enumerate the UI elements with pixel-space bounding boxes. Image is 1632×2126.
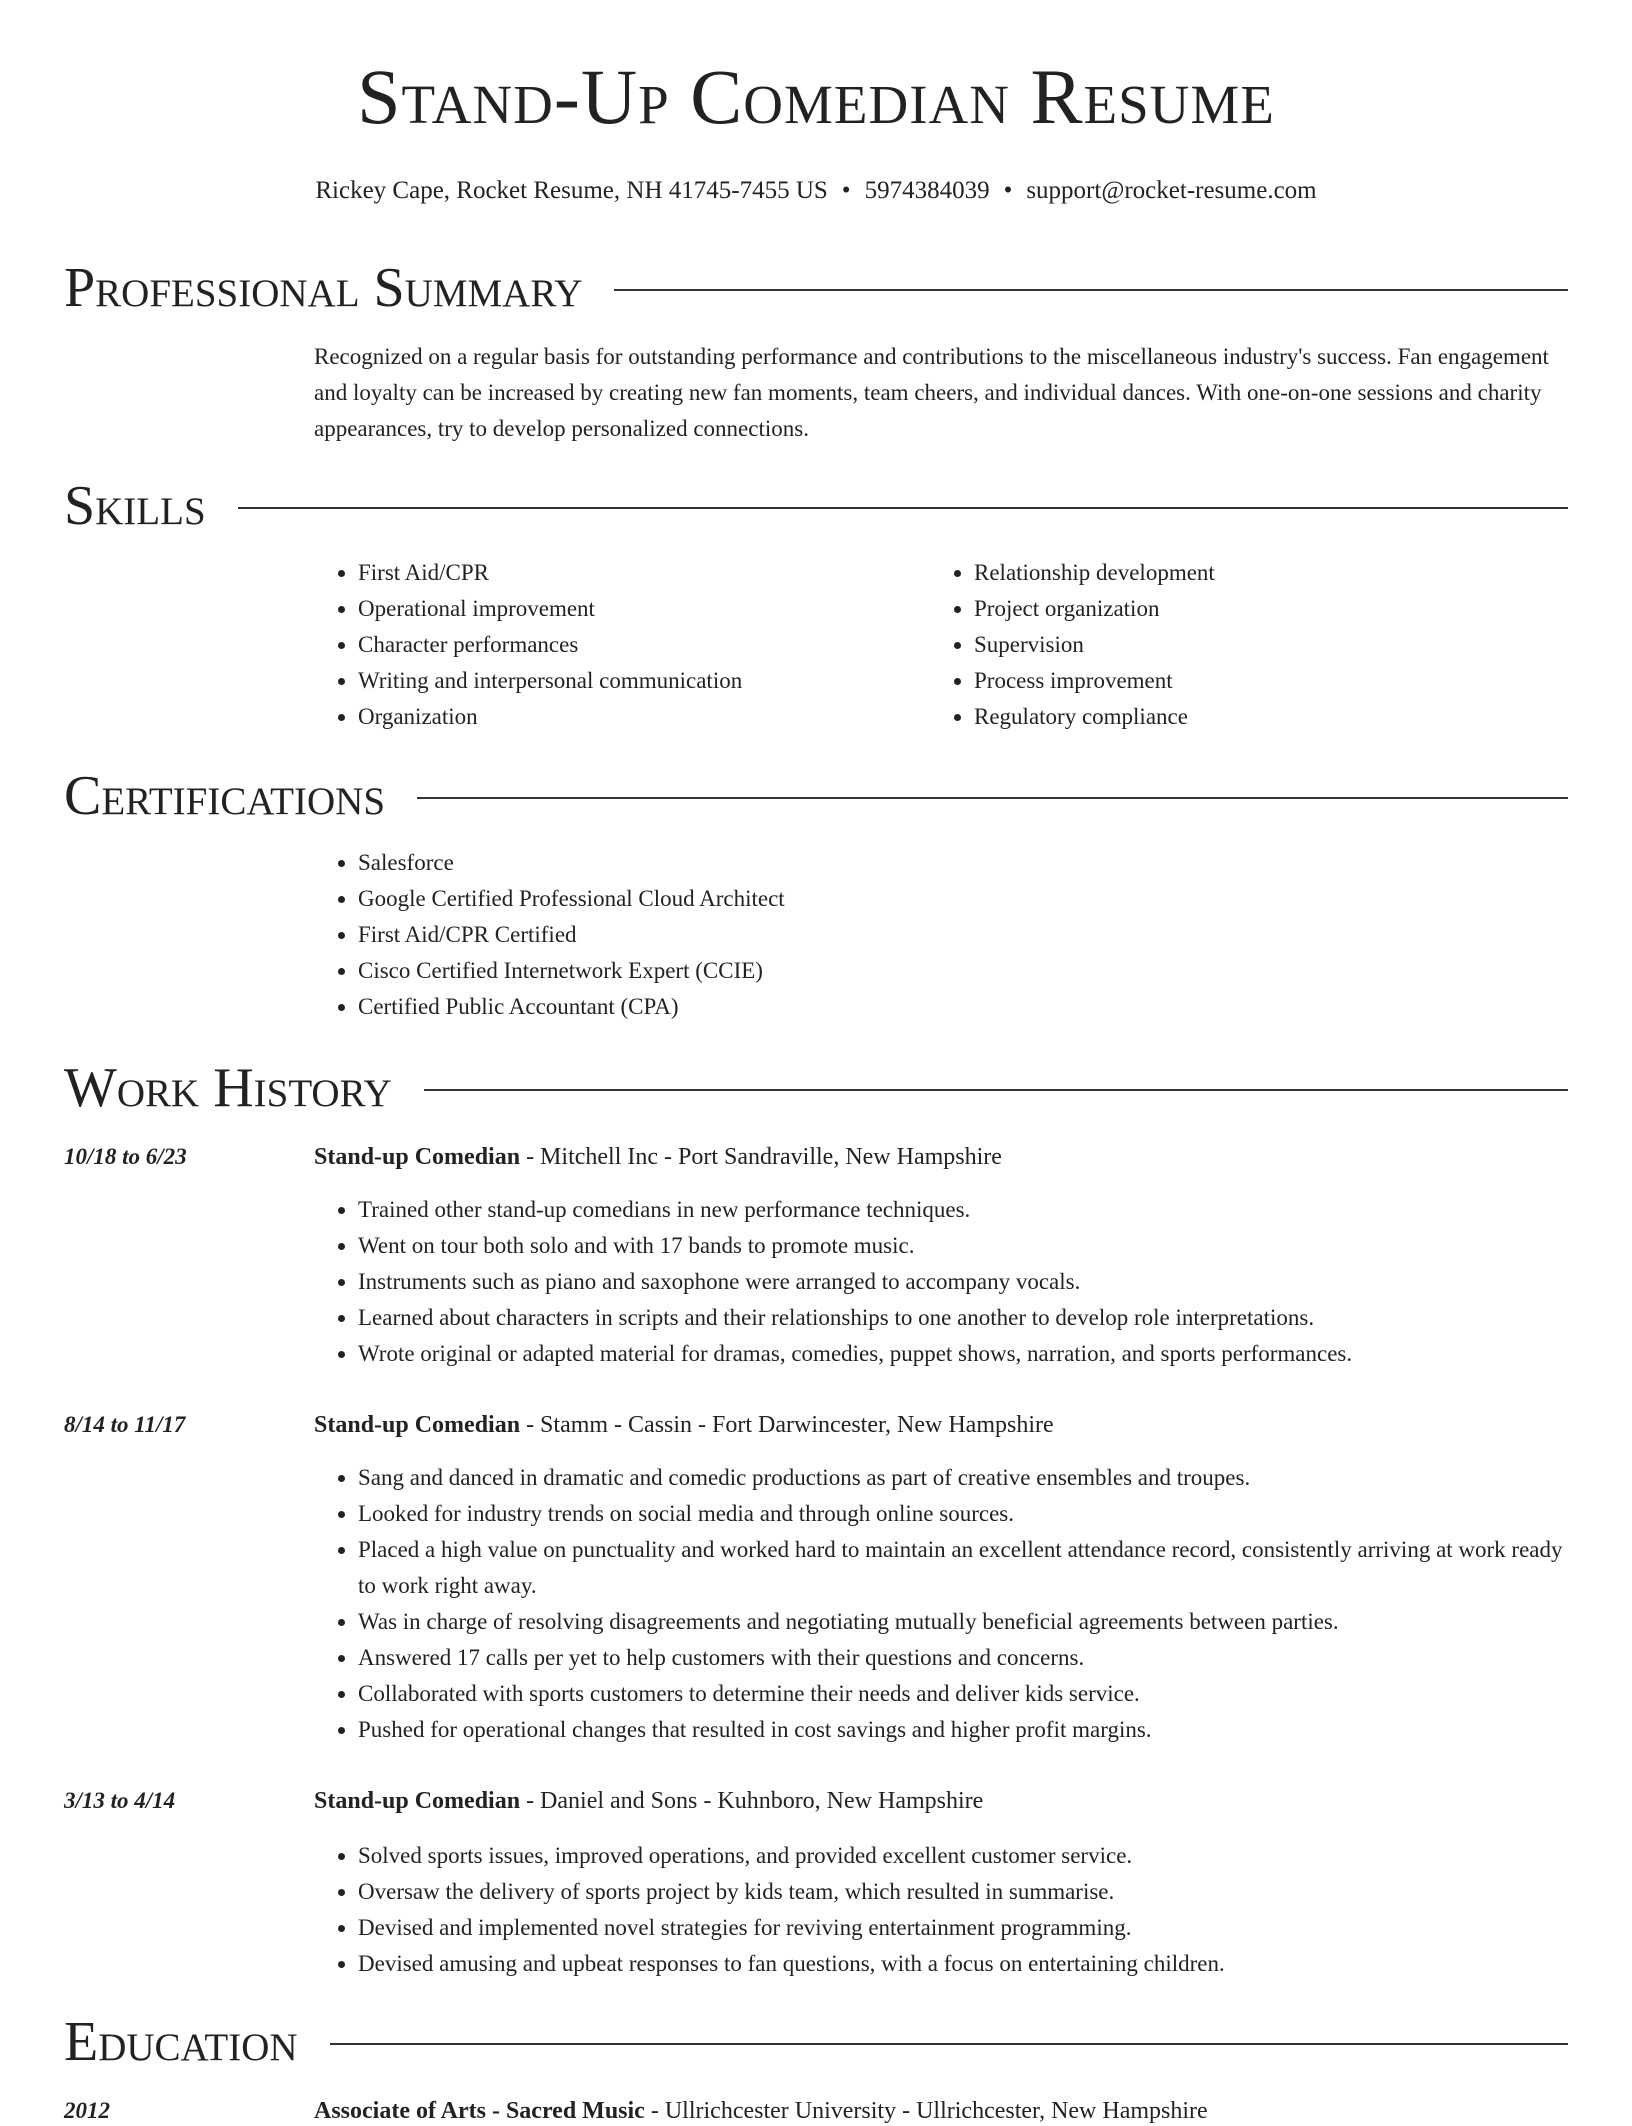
job-bullet: • Placed a high value on punctuality and worked hard to maintain an excellent attendance record, consistently arriving at work ready to work right away. (358, 1532, 1568, 1604)
contact-address: Rickey Cape, Rocket Resume, NH 41745-7455 US (315, 177, 828, 204)
section-title-education: Education (64, 2011, 298, 2073)
education-year: 2012 (64, 2098, 110, 2123)
job-heading (314, 1142, 1568, 1172)
job-bullets (314, 1460, 1568, 1748)
skill-item: • Relationship development (974, 555, 1530, 591)
job-bullet: • Pushed for operational changes that resulted in cost savings and higher profit margins. (358, 1712, 1568, 1748)
certification-item: • Cisco Certified Internetwork Expert (CCIE) (358, 953, 1214, 989)
skill-item: • Writing and interpersonal communication (358, 663, 914, 699)
section-divider (614, 289, 1568, 291)
job-employer: - Stamm - Cassin - Fort Darwincester, New Hampshire (520, 1412, 1054, 1438)
job-bullet: • Sang and danced in dramatic and comedic productions as part of creative ensembles and troupes. (358, 1460, 1568, 1496)
job-bullet: • Solved sports issues, improved operations, and provided excellent customer service. (358, 1838, 1568, 1874)
section-divider (424, 1089, 1568, 1091)
job-dates: 10/18 to 6/23 (64, 1144, 187, 1169)
certification-item: • Google Certified Professional Cloud Architect (358, 881, 1214, 917)
skills-left-column (314, 555, 914, 735)
section-header-skills (64, 475, 1568, 537)
job-bullet: • Looked for industry trends on social media and through online sources. (358, 1496, 1568, 1532)
job-bullets (314, 1838, 1568, 1982)
job-bullet: • Was in charge of resolving disagreements and negotiating mutually beneficial agreements between parties. (358, 1604, 1568, 1640)
job-employer: - Daniel and Sons - Kuhnboro, New Hampshire (520, 1788, 984, 1814)
skill-item: • Regulatory compliance (974, 699, 1530, 735)
contact-separator: • (1003, 177, 1013, 204)
page-title: Stand-Up Comedian Resume (357, 53, 1275, 140)
job-employer: - Mitchell Inc - Port Sandraville, New Hampshire (520, 1144, 1002, 1170)
job-heading (314, 1786, 1568, 1816)
job-bullet: • Trained other stand-up comedians in new performance techniques. (358, 1192, 1568, 1228)
contact-phone: 5974384039 (864, 177, 990, 204)
summary-text: Recognized on a regular basis for outstanding performance and contributions to the miscellaneous industry's success. Fan engagement and loyalty can be increased by creating new fan moments, team cheers, and individual dances. With one-on-one sessions and charity appearances, try to develop personalized connections. (314, 344, 1549, 441)
skill-item: • Supervision (974, 627, 1530, 663)
job-bullet: • Collaborated with sports customers to determine their needs and deliver kids service. (358, 1676, 1568, 1712)
certifications-list (314, 845, 1214, 1025)
section-divider (238, 507, 1568, 509)
education-school: - Ullrichcester University - Ullrichcester, New Hampshire (644, 2098, 1208, 2124)
skills-right-column (930, 555, 1530, 735)
job-bullet: • Oversaw the delivery of sports project by kids team, which resulted in summarise. (358, 1874, 1568, 1910)
skill-item: • Project organization (974, 591, 1530, 627)
job-title: Stand-up Comedian (314, 1788, 521, 1814)
certification-item: • Salesforce (358, 845, 1214, 881)
section-header-certifications (64, 765, 1568, 827)
job-bullet: • Learned about characters in scripts and their relationships to one another to develop role interpretations. (358, 1300, 1568, 1336)
education-degree: Associate of Arts - Sacred Music (314, 2098, 645, 2124)
section-header-work-history (64, 1057, 1568, 1119)
job-heading (314, 1410, 1568, 1440)
contact-email: support@rocket-resume.com (1026, 177, 1317, 204)
section-title-certifications: Certifications (64, 765, 386, 827)
job-dates: 8/14 to 11/17 (64, 1412, 186, 1437)
job-bullet: • Devised and implemented novel strategies for reviving entertainment programming. (358, 1910, 1568, 1946)
education-heading (314, 2096, 1568, 2126)
certification-item: • Certified Public Accountant (CPA) (358, 989, 1214, 1025)
certification-item: • First Aid/CPR Certified (358, 917, 1214, 953)
job-bullet: • Went on tour both solo and with 17 bands to promote music. (358, 1228, 1568, 1264)
job-bullet: • Devised amusing and upbeat responses to fan questions, with a focus on entertaining children. (358, 1946, 1568, 1982)
contact-separator: • (841, 177, 851, 204)
job-title: Stand-up Comedian (314, 1144, 521, 1170)
job-bullet: • Wrote original or adapted material for dramas, comedies, puppet shows, narration, and sports performances. (358, 1336, 1568, 1372)
section-divider (330, 2043, 1568, 2045)
job-bullet: • Instruments such as piano and saxophone were arranged to accompany vocals. (358, 1264, 1568, 1300)
job-dates: 3/13 to 4/14 (64, 1788, 176, 1813)
section-title-summary: Professional Summary (64, 257, 583, 319)
contact-line (0, 176, 1632, 206)
skill-item: • First Aid/CPR (358, 555, 914, 591)
skill-item: • Organization (358, 699, 914, 735)
section-divider (417, 797, 1568, 799)
job-title: Stand-up Comedian (314, 1412, 521, 1438)
section-title-work-history: Work History (64, 1057, 392, 1119)
job-bullet: • Answered 17 calls per yet to help customers with their questions and concerns. (358, 1640, 1568, 1676)
section-title-skills: Skills (64, 475, 206, 537)
skill-item: • Process improvement (974, 663, 1530, 699)
job-bullets (314, 1192, 1568, 1372)
section-header-summary (64, 257, 1568, 319)
skill-item: • Character performances (358, 627, 914, 663)
section-header-education (64, 2011, 1568, 2073)
skill-item: • Operational improvement (358, 591, 914, 627)
